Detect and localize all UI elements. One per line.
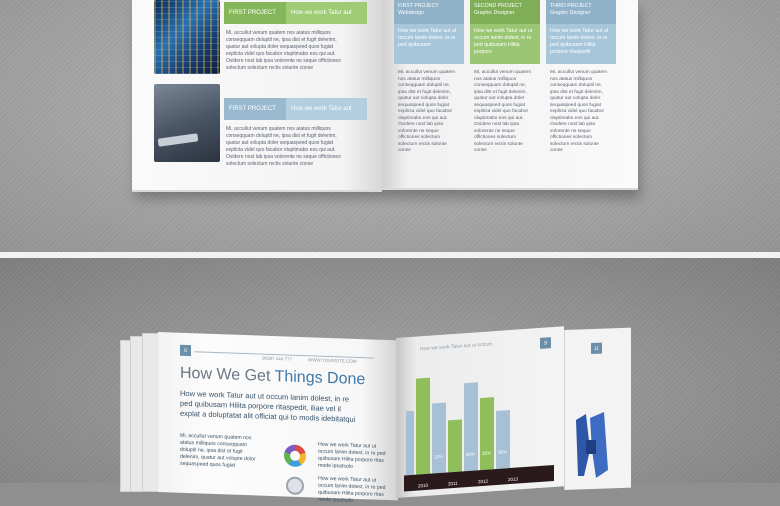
bar — [496, 410, 510, 469]
year-label: 2010 — [418, 482, 429, 489]
blue-figure-illustration — [574, 410, 610, 480]
bar — [464, 382, 478, 471]
project-column-2 — [470, 0, 540, 161]
bar — [416, 378, 430, 475]
website: WWW.YOURSITE.COM — [308, 357, 357, 364]
tag-label: FIRST PROJECT — [229, 10, 276, 16]
phone-number: 00387 444 777 — [262, 355, 293, 362]
column-highlight: How we work Tatur aut ut occum lanim dolest, in re ped quibusam Hilita porpore — [470, 24, 540, 64]
year-label: 2013 — [508, 476, 519, 483]
page-title — [180, 365, 365, 389]
tag-label: FIRST PROJECT — [229, 106, 276, 112]
bottom-open-brochure — [118, 330, 638, 504]
title-plain: How We Get — [180, 364, 275, 386]
bar — [432, 403, 446, 474]
column-header: THIRD PROJECT Graphic Designer — [546, 0, 616, 24]
bar-value-label: 11% — [434, 453, 443, 460]
globe-icon — [286, 476, 304, 495]
bottom-left-page — [158, 332, 398, 504]
column-text: Mi, accullut venum quatem nos atatus milliquos conseqquam doluptil ne, ipsa dist et fugit delenim, quatur aut volupta doler sequaspeed quos fugiat explicta videl quo facabor oluptimabo eos qui aut. Ovidere nost lab ipsa volorente ne seque offictiones solectum solectum rectis solunte conse — [398, 70, 456, 153]
year-label: 2011 — [448, 480, 458, 487]
tablet-hand-photo — [154, 84, 220, 162]
column-header: FIRST PROJECT Webdesign — [394, 0, 464, 24]
paragraph-2: Mi, accullut venum quatem nos atatus milliquos conseqquam doluptil ne, ipsa dist et fugit delenim, quatur aut volupta doler sequaspeed quos fugiat explicta videl quo facabor oluptimabo eos qui aut. Ovidere nost lab ipsa volorente ne seque offictiones solectum solectum rectis solunte conse — [226, 126, 341, 167]
item-text-2: How we work Tatur aut ut occum lanim dolest, in re ped quibusam Hilita porpore ritas mede ipsatsolo — [318, 475, 386, 504]
bar — [448, 419, 462, 472]
circuit-board-photo — [154, 0, 220, 74]
item-text-1: How we work Tatur aut ut occum lanim dolest, in re ped quibusam Hilita porpore ritas mede ipsatsolo — [318, 441, 386, 470]
title-accent: Things Done — [274, 368, 366, 389]
page-number-badge: 11 — [591, 343, 602, 354]
colorful-ring-icon — [284, 444, 306, 467]
column-text: Mi, accullut venum quatem nos atatus milliquos conseqquam doluptil ne, ipsa dist et fugit delenim, quatur aut volupta doler sequaspeed quos fugiat explicta videl quo facabor oluptimabo eos qui aut. Ovidere nost lab ipsa volorente ne seque offictiones solectum solectum rectis solunte conse — [550, 70, 608, 153]
body-text: Mi, accullut venum quatem nos atatus milliquos conseqquam doluptil ne, ipsa dist et fugit delenim, quatur aut volupte dolor sequaspeed quos fugiat — [180, 432, 256, 469]
lead-paragraph: How we work Tatur aut ut occum lanim dolest, in re ped quibusam Hilita porpore ritaspedit, iliae vel il explat a doluptatat alit officiat qui to modis idebitatqui — [180, 388, 356, 424]
column-highlight: How we work Tatur aut ut occum lanim dolest, in re ped quibusam Hilita porpore ritaspedit — [546, 24, 616, 64]
column-header: SECOND PROJECT Graphic Designer — [470, 0, 540, 24]
top-right-page — [382, 0, 638, 190]
bar-value-label: 50% — [466, 451, 476, 458]
year-label: 2012 — [478, 478, 489, 485]
bottom-right-page — [396, 326, 564, 498]
column-text: Mi, accullut venum quatem nos atatus milliquos conseqquam doluptil ne, ipsa dist et fugit delenim, quatur aut volupta doler sequaspeed quos fugiat explicta videl quo facabor oluptimabo eos qui aut. Ovidere nost lab ipsa volorente ne seque offictiones solectum solectum rectis solunte conse — [474, 70, 532, 153]
bar — [406, 411, 414, 476]
top-left-page — [132, 0, 382, 192]
tag-text: How we work Tatur aut — [291, 10, 352, 16]
tag-text: How we work Tatur aut — [291, 106, 352, 112]
top-open-brochure — [132, 0, 638, 192]
bar-value-label: 56% — [498, 449, 508, 455]
second-tag — [224, 98, 367, 120]
page-number-badge: 9 — [540, 337, 551, 349]
first-project-tag — [224, 2, 367, 24]
project-column-3 — [546, 0, 616, 161]
chart-caption: How we work Tatur aut ut occum — [420, 341, 493, 353]
bar-chart-graphic — [404, 341, 554, 491]
column-highlight: How we work Tatur aut ut occum lanim dolest, in re ped quibusam — [394, 24, 464, 64]
bar — [480, 397, 494, 470]
project-column-1 — [394, 0, 464, 161]
paragraph-1: Mi, accullut venum quatem nos atatus milliquos conseqquam doluptil ne, ipsa dist et fugit delenim, quatur aut volupta doler sequaspeed quos fugiat explicta videl quo facabor oluptimabo eos qui aut. Ovidere nost lab ipsa volorente ne seque offictiones solectum solectum rectis solunte conse — [226, 30, 341, 71]
page-number-badge: 8 — [180, 345, 191, 356]
bar-value-label: 25% — [482, 450, 492, 456]
